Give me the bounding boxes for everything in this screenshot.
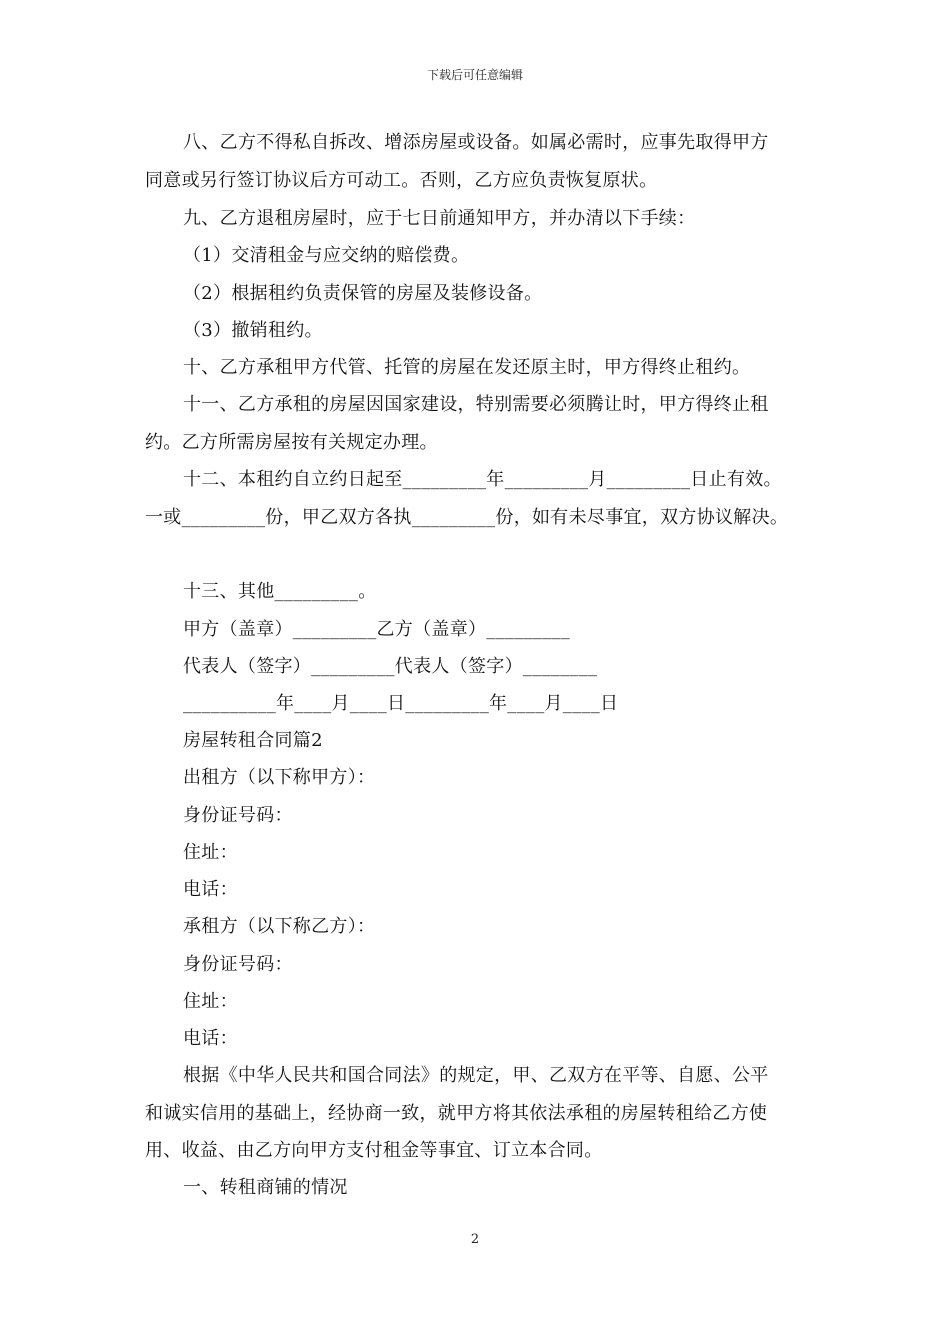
clause-9-item-2: （2）根据租约负责保管的房屋及装修设备。 [183,283,543,304]
clause-11-line-2: 约。乙方所需房屋按有关规定办理。 [145,432,438,453]
lessor-id-label: 身份证号码： [183,805,293,826]
signature-representative: 代表人（签字）_________代表人（签字）________ [183,656,598,677]
clause-12-line-2: 一或_________份，甲乙双方各执_________份，如有未尽事宜，双方协议解决。 [145,507,789,528]
lessor-label: 出租方（以下称甲方）： [183,767,376,788]
section-title: 房屋转租合同篇2 [183,730,323,751]
clause-9: 九、乙方退租房屋时，应于七日前通知甲方，并办清以下手续： [183,208,696,229]
clause-11-line-1: 十一、乙方承租的房屋因国家建设，特别需要必须腾让时，甲方得终止租 [183,394,769,415]
lessor-address-label: 住址： [183,842,238,863]
signature-seal-line: 甲方（盖章）_________乙方（盖章）_________ [183,619,570,640]
lessee-id-label: 身份证号码： [183,954,293,975]
preamble-line-3: 用、收益、由乙方向甲方支付租金等事宜、订立本合同。 [145,1140,603,1161]
lessee-label: 承租方（以下称乙方）： [183,916,376,937]
page-header: 下载后可任意编辑 [426,68,523,82]
clause-9-item-1: （1）交清租金与应交纳的赔偿费。 [183,245,470,266]
page-number: 2 [470,1232,480,1247]
lessee-phone-label: 电话： [183,1028,238,1049]
clause-8-line-2: 同意或另行签订协议后方可动工。否则，乙方应负责恢复原状。 [145,170,658,191]
clause-9-item-3: （3）撤销租约。 [183,320,323,341]
preamble-line-1: 根据《中华人民共和国合同法》的规定，甲、乙双方在平等、自愿、公平 [183,1065,769,1086]
section-1-heading: 一、转租商铺的情况 [183,1177,348,1198]
clause-12-line-1: 十二、本租约自立约日起至_________年_________月_________日止有效。 [183,469,782,490]
clause-8-line-1: 八、乙方不得私自拆改、增添房屋或设备。如属必需时，应事先取得甲方 [183,132,769,153]
clause-10: 十、乙方承租甲方代管、托管的房屋在发还原主时，甲方得终止租约。 [183,357,751,378]
signature-date-line: __________年____月____日_________年____月____日 [183,693,619,714]
preamble-line-2: 和诚实信用的基础上，经协商一致，就甲方将其依法承租的房屋转租给乙方使 [145,1103,768,1124]
clause-13: 十三、其他_________。 [183,581,377,602]
lessee-address-label: 住址： [183,991,238,1012]
lessor-phone-label: 电话： [183,879,238,900]
